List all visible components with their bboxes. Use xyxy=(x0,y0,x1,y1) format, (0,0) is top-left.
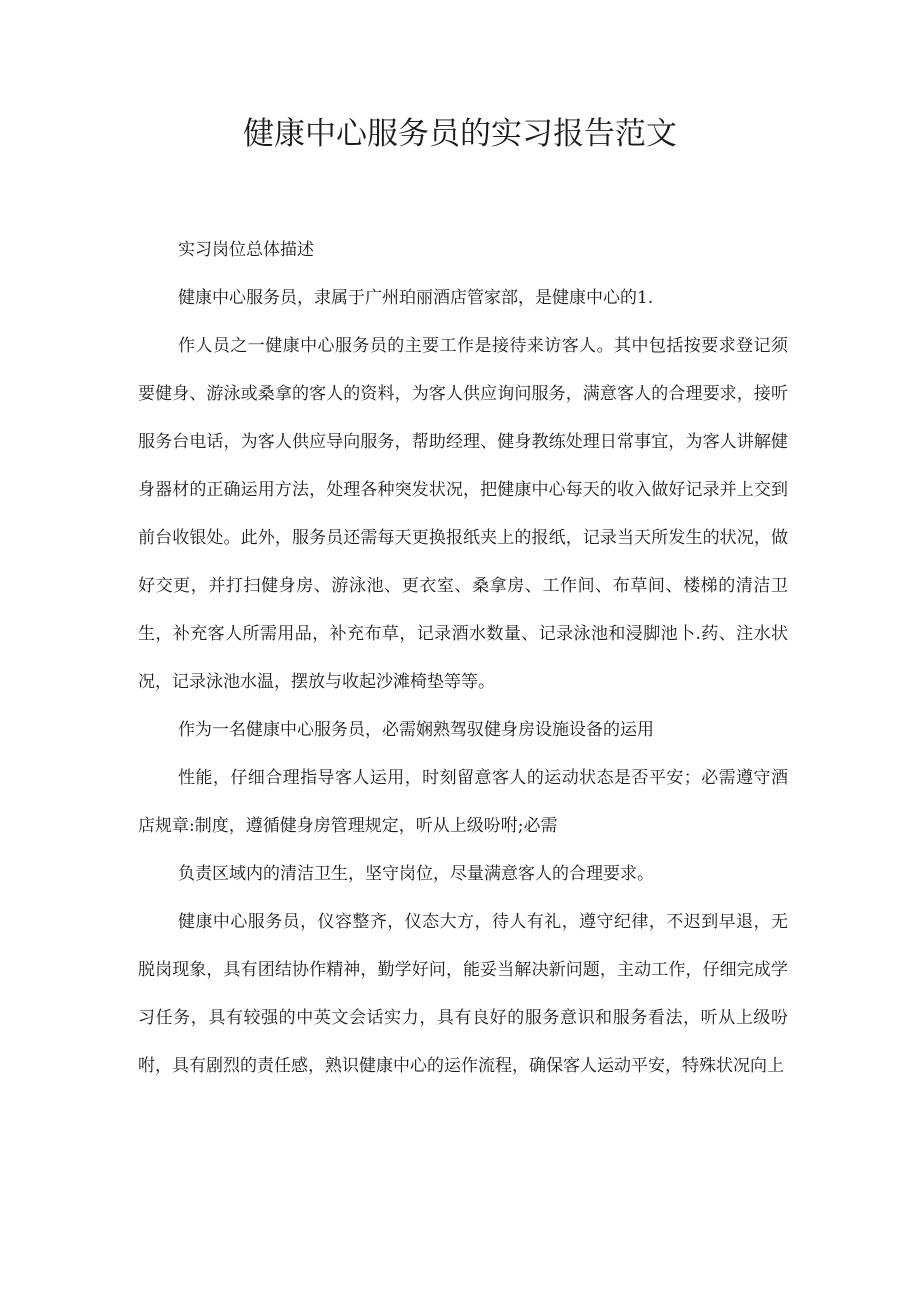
section-heading: 实习岗位总体描述 xyxy=(178,240,314,260)
document-title: 健康中心服务员的实习报告范文 xyxy=(243,116,677,152)
paragraph: 性能，仔细合理指导客人运用，时刻留意客人的运动状态是否平安；必需遵守酒店规章:制度，遵循健身房管理规定，听从上级吩咐;必需 xyxy=(138,768,788,836)
document-body xyxy=(138,226,788,1090)
paragraph: 负责区域内的清洁卫生，坚守岗位，尽量满意客人的合理要求。 xyxy=(178,864,654,884)
paragraph: 作人员之一健康中心服务员的主要工作是接待来访客人。其中包括按要求登记须要健身、游泳或桑拿的客人的资料，为客人供应询问服务，满意客人的合理要求，接听服务台电话，为客人供应导向服务，帮助经理、健身教练处理日常事宜，为客人讲解健身器材的正确运用方法，处理各种突发状况，把健康中心每天的收入做好记录并上交到前台收银处。此外，服务员还需每天更换报纸夹上的报纸，记录当天所发生的状况，做好交更，并打扫健身房、游泳池、更衣室、桑拿房、工作间、布草间、楼梯的清洁卫生，补充客人所需用品，补充布草，记录酒水数量、记录泳池和浸脚池卜.药、注水状况，记录泳池水温，摆放与收起沙滩椅垫等等。 xyxy=(138,336,788,692)
paragraph: 健康中心服务员，仪容整齐，仪态大方，待人有礼，遵守纪律，不迟到早退，无脱岗现象，具有团结协作精神，勤学好问，能妥当解决新问题，主动工作，仔细完成学习任务，具有较强的中英文会话实力，具有良好的服务意识和服务看法，听从上级吩咐，具有剧烈的责任感，熟识健康中心的运作流程，确保客人运动平安，特殊状况向上 xyxy=(138,912,788,1076)
paragraph: 作为一名健康中心服务员，必需娴熟驾驭健身房设施设备的运用 xyxy=(178,720,654,740)
paragraph: 健康中心服务员，隶属于广州珀丽酒店管家部，是健康中心的1. xyxy=(178,288,654,308)
